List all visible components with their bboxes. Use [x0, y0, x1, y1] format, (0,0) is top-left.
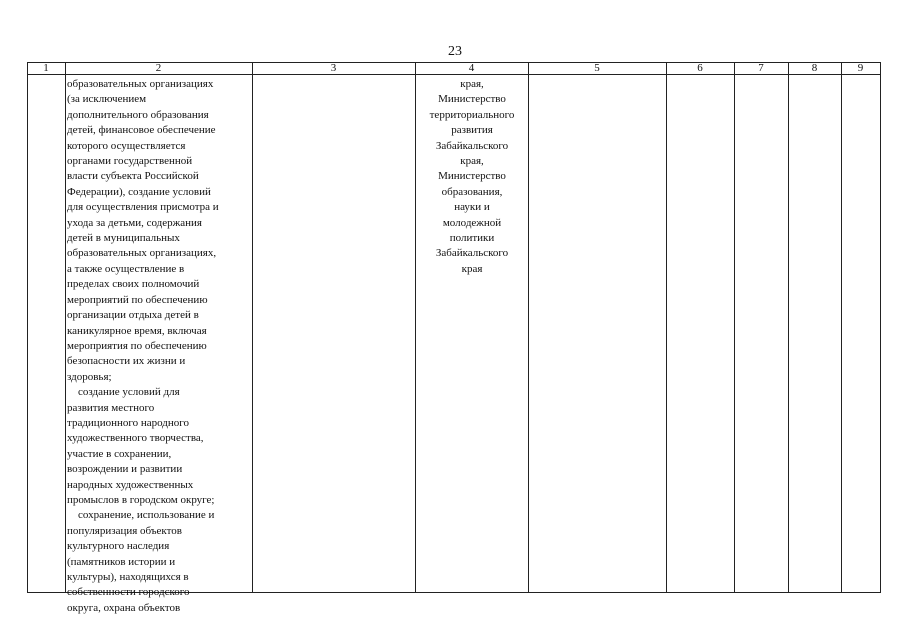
column-divider — [788, 62, 789, 593]
header-bottom-border — [27, 74, 881, 75]
column-divider — [841, 62, 842, 593]
column-2-text-line: образовательных организациях — [67, 78, 214, 90]
column-2-text-line: пределах своих полномочий — [67, 278, 200, 291]
column-header: 3 — [330, 62, 337, 74]
column-2-text-line: власти субъекта Российской — [67, 170, 199, 183]
column-2-text-line: каникулярное время, включая — [67, 324, 207, 337]
column-4-text-line: молодежной — [442, 216, 502, 229]
column-4-text-line: территориального — [429, 108, 515, 121]
column-2-text-line: детей в муниципальных — [67, 232, 180, 245]
column-2-text-line: культурного наследия — [67, 540, 170, 553]
column-header: 1 — [43, 62, 49, 74]
column-4-text-line: Министерство — [438, 170, 506, 183]
column-4-text-line: науки и — [454, 201, 490, 214]
column-2-text-line: (за исключением — [67, 93, 147, 106]
column-2-text-line: традиционного народного — [67, 416, 190, 429]
column-2-text-line: органами государственной — [67, 155, 193, 168]
column-2-text-line: (памятников истории и — [67, 555, 176, 568]
column-2-text-line: сохранение, использование и — [67, 509, 215, 522]
column-2-text-line: участие в сохранении, — [67, 447, 172, 460]
column-divider — [666, 62, 667, 593]
column-divider — [734, 62, 735, 593]
column-divider — [252, 62, 253, 593]
column-4-text-line: Забайкальского — [435, 139, 509, 152]
column-4-text-line: развития — [451, 124, 493, 137]
column-2-text-line: ухода за детьми, содержания — [67, 216, 202, 229]
column-2-text-line: здоровья; — [67, 370, 112, 383]
column-2-cell-text — [67, 77, 219, 616]
column-2-text-line: создание условий для — [67, 386, 180, 399]
column-2-text-line: популяризация объектов — [67, 524, 182, 537]
column-4-text-line: края, — [460, 78, 484, 90]
column-2-text-line: а также осуществление в — [67, 262, 185, 275]
column-4-cell-text — [416, 77, 528, 277]
column-2-text-line: художественного творчества, — [67, 432, 204, 445]
column-2-text-line: округа, охрана объектов — [67, 601, 181, 614]
column-header: 5 — [594, 62, 600, 74]
column-2-text-line: народных художественных — [67, 478, 194, 491]
column-2-text-line: Федерации), создание условий — [67, 185, 211, 198]
column-header: 2 — [155, 62, 162, 74]
column-divider — [528, 62, 529, 593]
column-4-text-line: края, — [460, 155, 484, 168]
column-2-text-line: детей, финансовое обеспечение — [67, 124, 216, 137]
column-4-text-line: Забайкальского — [435, 247, 509, 260]
page-number: 23 — [448, 44, 462, 59]
column-4-text-line: Министерство — [438, 93, 506, 106]
column-header: 7 — [758, 62, 764, 74]
column-2-text-line: возрождении и развитии — [67, 463, 183, 476]
column-2-text-line: которого осуществляется — [67, 139, 186, 152]
column-2-text-line: культуры), находящихся в — [67, 571, 189, 583]
column-2-text-line: образовательных организациях, — [67, 247, 217, 260]
column-2-text-line: для осуществления присмотра и — [67, 201, 219, 214]
table-left-border — [27, 62, 28, 593]
column-divider — [65, 62, 66, 593]
column-4-text-line: края — [461, 262, 483, 275]
column-2-text-line: дополнительного образования — [67, 108, 209, 121]
column-header: 6 — [697, 62, 703, 74]
column-header: 4 — [468, 62, 475, 74]
table-right-border — [880, 62, 881, 593]
column-header: 8 — [811, 62, 818, 74]
column-4-text-line: образования, — [441, 185, 503, 198]
column-2-text-line: организации отдыха детей в — [67, 309, 199, 322]
column-2-text-line: безопасности их жизни и — [67, 355, 186, 368]
column-2-text-line: мероприятия по обеспечению — [67, 339, 207, 352]
column-4-text-line: политики — [449, 232, 495, 245]
column-2-text-line: собственности городского — [67, 586, 190, 599]
column-2-text-line: промыслов в городском округе; — [67, 493, 215, 506]
data-table — [27, 62, 881, 614]
column-2-text-line: развития местного — [67, 401, 155, 414]
column-2-text-line: мероприятий по обеспечению — [67, 293, 208, 306]
column-header: 9 — [857, 62, 864, 74]
